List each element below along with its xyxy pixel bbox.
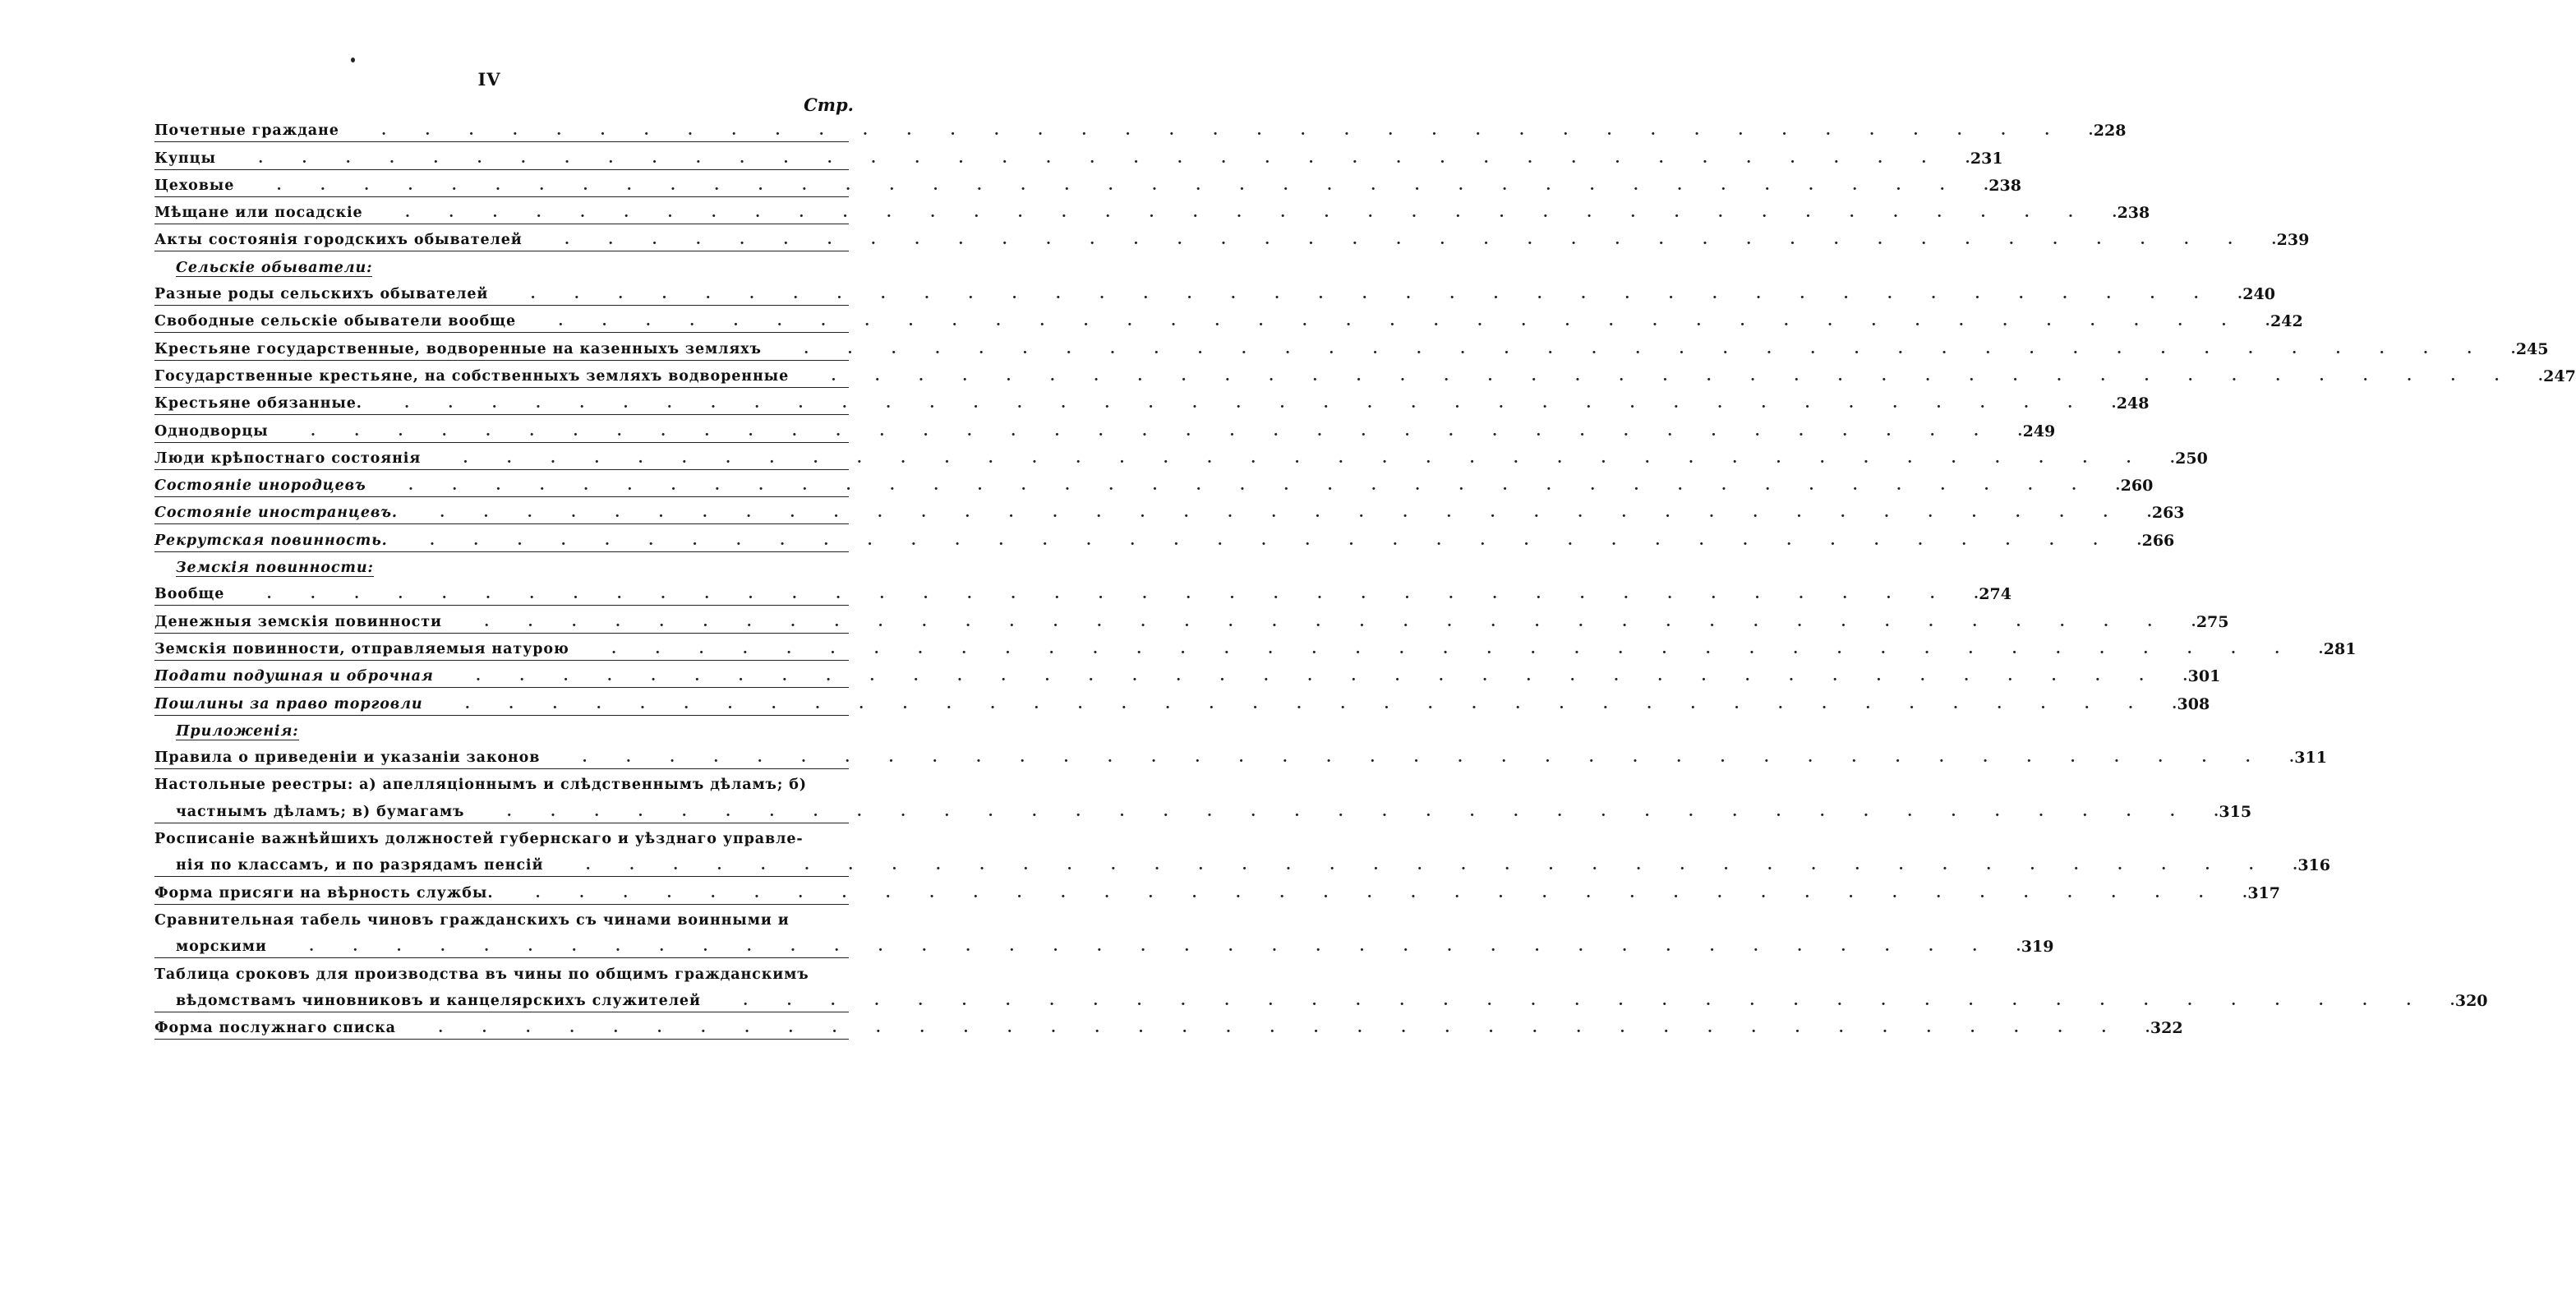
toc-entry-title [154,722,302,742]
toc-entry [154,524,2175,551]
toc-entry [154,224,2310,251]
toc-section-heading [154,552,849,579]
page-number: IV [477,69,501,90]
leader-dots: . . . . . . . . . . . . . . . . . . . . . . . . . . . . . . . . . . . . . . . . [366,205,2117,222]
toc-entry [154,443,2208,470]
toc-entry-page: 249 [2022,422,2056,440]
toc-entry-page: 260 [2120,477,2154,496]
toc-entry-title: Подати подушная и оброчная [154,667,437,687]
toc-entry-title: Правила о приведеніи и указаніи законов [154,749,543,768]
ink-speck [351,58,355,62]
toc-entry-title: Денежныя земскія повинности [154,613,445,633]
toc-entry-page: 316 [2297,856,2330,875]
toc-entry [154,958,849,985]
toc-entry-title: Земскія повинности, отправляемыя натурою [154,640,573,660]
leader-dots: . . . . . . . . . . . . . . . . . . . . . . . . . . . . . . . . . . . . . . . . [365,395,2117,413]
toc-entry [154,497,2185,524]
toc-entry [154,279,2275,306]
leader-dots: . . . . . . . . . . . . . . . . . . . . . . . . . . . . . . . . . . . . . . . . [390,532,2142,549]
leader-dots: . . . . . . . . . . . . . . . . . . . . . . . . . . . . . . . . . . . . . . . . [525,232,2277,249]
toc-entry-title: Акты состоянія городскихъ обывателей [154,231,526,251]
leader-dots: . . . . . . . . . . . . . . . . . . . . . . . . . . . . . . . . . . . . . . . . [369,477,2121,495]
toc-entry [154,985,2488,1012]
toc-entry-title: Состояніе инородцевъ [154,477,370,496]
toc-entry [154,742,2327,769]
toc-entry-title: Мѣщане или посадскіе [154,204,366,224]
toc-entry-page: 275 [2196,612,2229,631]
toc-entry-title: Почетные граждане [154,122,343,141]
leader-dots: . . . . . . . . . . . . . . . . . . . . . . . . . . . . . . . . . . . . . . . . [270,938,2021,956]
toc-entry-page: 240 [2242,285,2275,304]
toc-entry-title: морскими [154,938,270,957]
toc-entry [154,905,849,931]
toc-entry-title: Форма присяги на вѣрность службы. [154,884,496,904]
leader-dots: . . . . . . . . . . . . . . . . . . . . . . . . . . . . . . . . . . . . . . . . [228,586,1979,603]
leader-dots: . . . . . . . . . . . . . . . . . . . . . . . . . . . . . . . . . . . . . . . . [703,992,2455,1009]
toc-entry [154,306,2303,333]
toc-entry-title: Форма послужнаго списка [154,1019,399,1039]
leader-dots: . . . . . . . . . . . . . . . . . . . . . . . . . . . . . . . . . . . . . . . . [399,1020,2150,1037]
toc-entry-page: 242 [2270,312,2303,331]
toc-entry-title: Состояніе иностранцевъ. [154,504,401,523]
toc-entry-title: Свободные сельскіе обыватели вообще [154,312,519,332]
toc-entry [154,579,2011,606]
toc-entry-title: Разные роды сельскихъ обывателей [154,285,491,305]
toc-entry-title: Сравнительная табель чиновъ гражданскихъ съ чинами воинными и [154,911,793,931]
toc-section-heading-text: Приложенія: [176,722,299,740]
toc-entry-title [154,259,376,279]
toc-section-heading [154,251,849,278]
toc-entry-title: Цеховые [154,177,237,196]
toc-entry [154,606,2229,633]
toc-entry [154,634,2357,661]
toc-entry-title: нія по классамъ, и по разрядамъ пенсій [154,856,546,876]
toc-entry-page: 263 [2151,504,2185,523]
toc-entry-page: 301 [2187,667,2221,686]
toc-entry [154,197,2150,224]
leader-dots: . . . . . . . . . . . . . . . . . . . . . . . . . . . . . . . . . . . . . . . . [400,505,2152,522]
toc-entry [154,415,2056,442]
toc-entry-title: Крестьяне обязанные. [154,394,366,414]
page-column-header: Стр. [804,95,854,115]
toc-entry [154,388,2150,415]
toc-entry-page: 315 [2219,802,2252,821]
toc-entry-page: 245 [2515,339,2549,358]
toc-section-heading [154,716,849,742]
toc-entry [154,170,2021,197]
toc-entry [154,661,2221,688]
toc-entry-page: 274 [1979,585,2011,604]
toc-entry [154,795,2252,823]
leader-dots: . . . . . . . . . . . . . . . . . . . . . . . . . . . . . . . . . . . . . . . . [543,749,2294,767]
toc-entry-page: 239 [2276,231,2310,250]
toc-entry-title: Государственные крестьяне, на собственныхъ земляхъ водворенные [154,367,792,387]
toc-entry-page: 319 [2021,938,2054,957]
leader-dots: . . . . . . . . . . . . . . . . . . . . . . . . . . . . . . . . . . . . . . . . [342,122,2094,140]
toc-entry [154,688,2210,715]
toc-entry-title: Крестьяне государственные, водворенные на казенныхъ земляхъ [154,340,765,360]
leader-dots: . . . . . . . . . . . . . . . . . . . . . . . . . . . . . . . . . . . . . . . . [764,340,2516,357]
leader-dots: . . . . . . . . . . . . . . . . . . . . . . . . . . . . . . . . . . . . . . . . [519,313,2270,330]
leader-dots: . . . . . . . . . . . . . . . . . . . . . . . . . . . . . . . . . . . . . . . . [424,450,2175,467]
toc-entry [154,850,2330,877]
toc-entry [154,333,2549,360]
toc-entry-title: Росписаніе важнѣйшихъ должностей губернскаго и уѣзднаго управле- [154,830,807,850]
toc-entry-title: Однодворцы [154,422,272,442]
toc-entry [154,142,2003,169]
toc-entry-page: 308 [2177,694,2210,713]
leader-dots: . . . . . . . . . . . . . . . . . . . . . . . . . . . . . . . . . . . . . . . . [496,884,2247,902]
toc-entry [154,361,2576,388]
toc-entry-page: 250 [2175,449,2208,468]
leader-dots: . . . . . . . . . . . . . . . . . . . . . . . . . . . . . . . . . . . . . . . . [436,668,2188,685]
leader-dots: . . . . . . . . . . . . . . . . . . . . . . . . . . . . . . . . . . . . . . . . [792,367,2543,385]
leader-dots: . . . . . . . . . . . . . . . . . . . . . . . . . . . . . . . . . . . . . . . . [491,286,2242,303]
toc-section-heading-text: Земскія повинности: [176,560,374,577]
toc-entry-page: 228 [2093,122,2127,141]
toc-entry [154,931,2054,958]
toc-entry-page: 238 [2117,204,2150,223]
toc-entry-title: частнымъ дѣламъ; в) бумагамъ [154,803,468,823]
leader-dots: . . . . . . . . . . . . . . . . . . . . . . . . . . . . . . . . . . . . . . . . [237,177,1988,194]
toc-entry [154,823,849,850]
toc-entry-page: 238 [1988,176,2021,195]
toc-entry-title: Рекрутская повинность. [154,532,391,551]
toc-entry [154,769,849,795]
toc-entry-page: 248 [2116,394,2150,413]
leader-dots: . . . . . . . . . . . . . . . . . . . . . . . . . . . . . . . . . . . . . . . . [572,640,2324,657]
toc-entry-page: 247 [2543,367,2576,385]
toc-entry-page: 317 [2247,883,2280,902]
toc-section-heading-text: Сельскіе обыватели: [176,259,373,276]
toc-entry-title: вѣдомствамъ чиновниковъ и канцелярскихъ служителей [154,992,704,1012]
leader-dots: . . . . . . . . . . . . . . . . . . . . . . . . . . . . . . . . . . . . . . . . [219,150,1970,167]
toc-entry-title: Люди крѣпостнаго состоянія [154,450,424,469]
toc-entry [154,115,2127,142]
toc-entry [154,877,2280,904]
leader-dots: . . . . . . . . . . . . . . . . . . . . . . . . . . . . . . . . . . . . . . . . [468,803,2219,820]
toc-entry-title: Купцы [154,150,219,169]
toc-entry-title: Вообще [154,585,228,605]
toc-entry-title: Таблица сроковъ для производства въ чины по общимъ гражданскимъ [154,966,813,985]
toc-entry-page: 311 [2294,749,2327,768]
toc-entry-title [154,559,377,579]
toc-entry-page: 281 [2323,639,2357,658]
leader-dots: . . . . . . . . . . . . . . . . . . . . . . . . . . . . . . . . . . . . . . . . [445,613,2196,630]
toc-entry-page: 320 [2454,991,2488,1010]
toc-entry [154,1012,2183,1040]
leader-dots: . . . . . . . . . . . . . . . . . . . . . . . . . . . . . . . . . . . . . . . . [426,695,2177,712]
toc-entry-title: Настольные реестры: а) апелляціоннымъ и слѣдственнымъ дѣламъ; б) [154,776,810,795]
toc-entry-page: 231 [1970,149,2003,168]
toc-entry-page: 266 [2141,531,2175,550]
toc-entry-title: Пошлины за право торговли [154,695,426,715]
leader-dots: . . . . . . . . . . . . . . . . . . . . . . . . . . . . . . . . . . . . . . . . [546,857,2297,874]
table-of-contents [154,115,2576,1040]
toc-entry [154,470,2154,497]
toc-entry-page: 322 [2150,1019,2183,1038]
leader-dots: . . . . . . . . . . . . . . . . . . . . . . . . . . . . . . . . . . . . . . . . [271,422,2023,440]
